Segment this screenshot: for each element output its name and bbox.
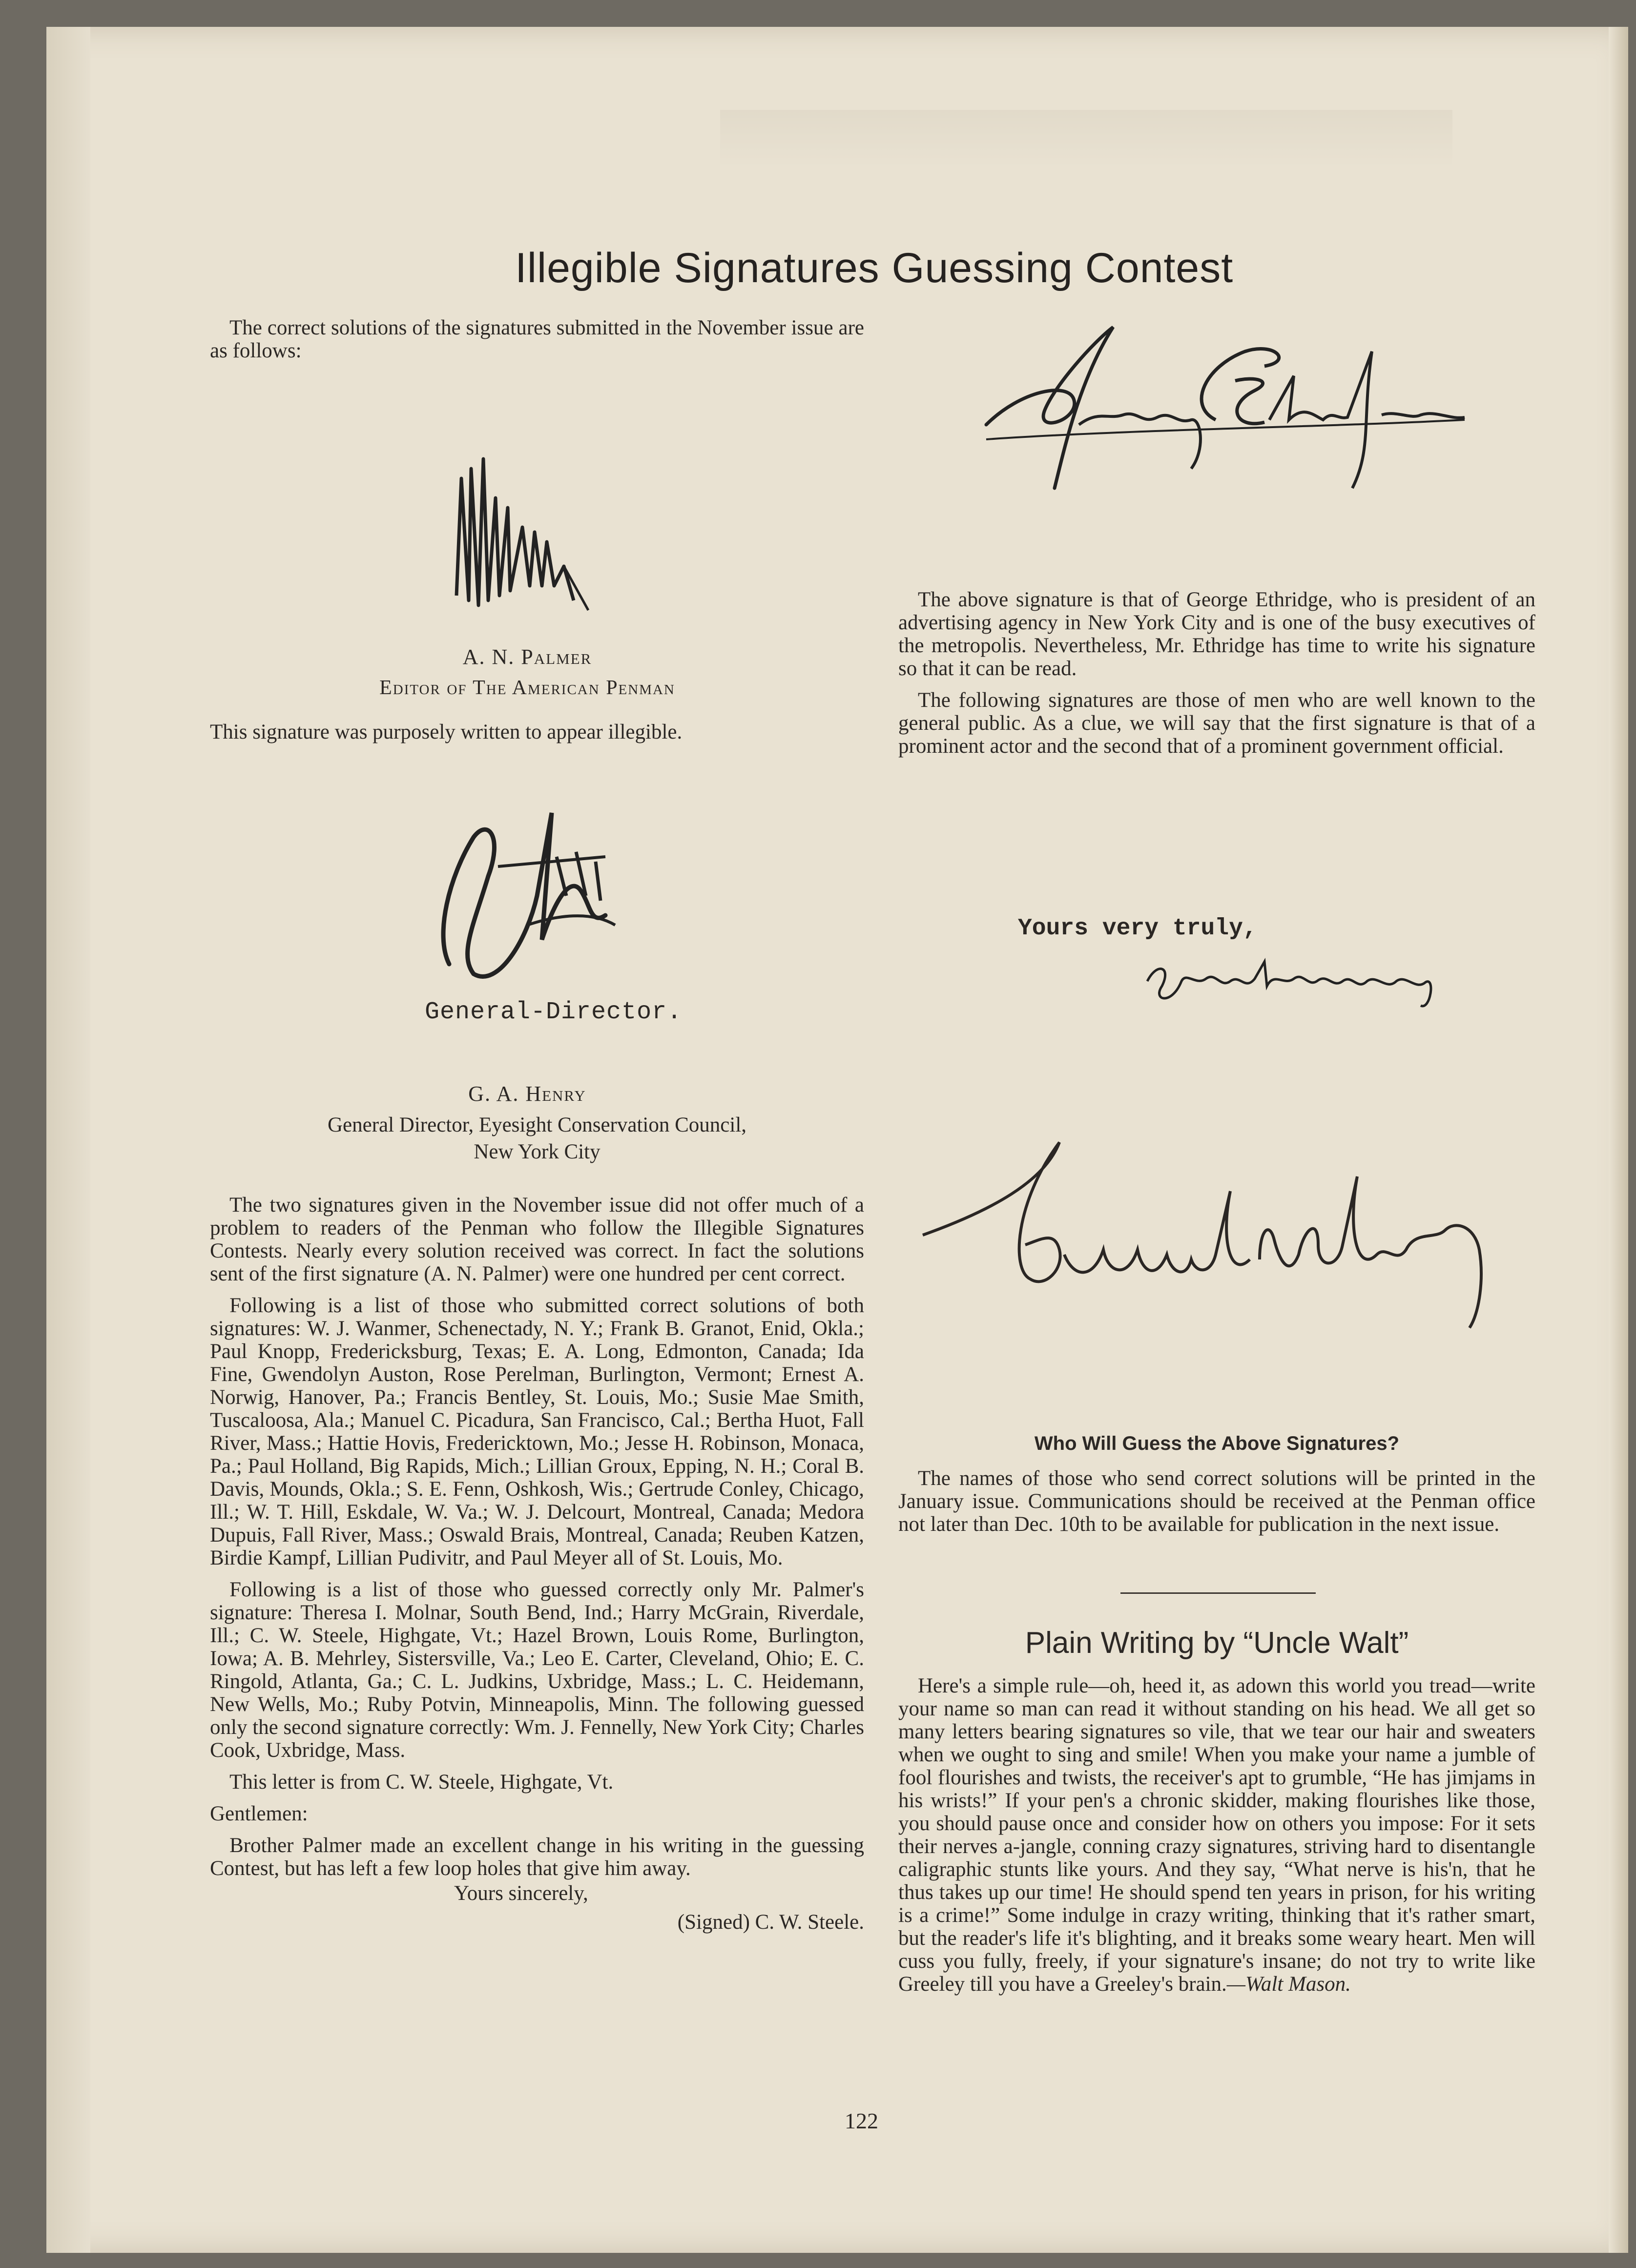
right-body: [898, 588, 1535, 766]
page-number: 122: [845, 2108, 878, 2133]
official-signature: [918, 1133, 1504, 1333]
left-body: [210, 1194, 864, 1942]
henry-signature: [430, 779, 625, 989]
letter-salutation: Gentlemen:: [210, 1802, 308, 1825]
henry-signature-drawing: [430, 779, 625, 989]
page-spine: [46, 27, 90, 2253]
poem-author: —Walt Mason.: [1226, 1973, 1351, 1996]
guess-heading: Who Will Guess the Above Signatures?: [1034, 1433, 1400, 1454]
section-divider: [1120, 1592, 1316, 1594]
yours-truly: Yours very truly,: [1018, 915, 1257, 942]
letter-closing: Yours sincerely,: [454, 1882, 588, 1905]
guess-paragraph: The names of those who send correct solutions will be printed in the January issue. Communications should be received at the Penman office not later than Dec. 10th to be available for publication in the next issue.: [898, 1467, 1535, 1536]
henry-typed-title: General-Director.: [425, 998, 683, 1026]
body-paragraph: This letter is from C. W. Steele, Highgate, Vt.: [229, 1771, 614, 1794]
body-paragraph: The two signatures given in the November issue did not offer much of a problem to readers of the Penman who follow the Illegible Signatures Contests. Nearly every solution received was correct. In fact the solutions sent of the first signature (A. N. Palmer) were one hundred per cent correct.: [210, 1194, 864, 1285]
body-paragraph: Following is a list of those who guessed correctly only Mr. Palmer's signature: Theresa I. Molnar, South Bend, Ind.; Harry McGrain, Riverdale, Ill.; C. W. Steele, Highgate, Vt.; Hazel Brown, Louis Rome, Burlington, Iowa; A. B. Mehrley, Sistersville, Va.; Leo E. Carter, Cleveland, Ohio; E. C. Ringold, Atlanta, Ga.; C. L. Judkins, Uxbridge, Mass.; L. C. Heidemann, New Wells, Mo.; Ruby Potvin, Minneapolis, Minn. The following guessed only the second signature correctly: Wm. J. Fennelly, New York City; Charles Cook, Uxbridge, Mass.: [210, 1578, 864, 1762]
poem-title: Plain Writing by “Uncle Walt”: [1025, 1626, 1409, 1660]
henry-name: [356, 1081, 698, 1106]
palmer-name: [356, 644, 698, 669]
letter-signed: (Signed) C. W. Steele.: [677, 1911, 864, 1934]
ethridge-signature-drawing: [981, 322, 1470, 508]
henry-name-text: G. A. Henry: [468, 1082, 586, 1106]
ethridge-signature: [981, 322, 1470, 508]
body-paragraph: The above signature is that of George Ethridge, who is president of an advertising agency in New York City and is one of the busy executives of the metropolis. Nevertheless, Mr. Ethridge has time to write his signature so that it can be read.: [898, 588, 1535, 680]
palmer-note: This signature was purposely written to appear illegible.: [210, 721, 683, 743]
body-paragraph: The following signatures are those of men who are well known to the general public. As a clue, we will say that the first signature is that of a prominent actor and the second that of a prominent government official.: [898, 689, 1535, 758]
actor-signature: [1142, 952, 1440, 1015]
palmer-caption: Editor of The American Penman: [379, 677, 675, 699]
guess-text: [898, 1467, 1535, 1545]
palmer-signature: [442, 439, 608, 630]
poem-text: [898, 1674, 1535, 1996]
page-edge: [1609, 27, 1628, 2253]
page-title: Illegible Signatures Guessing Contest: [515, 245, 1234, 291]
intro-text: [210, 316, 864, 362]
poem-body: Here's a simple rule—oh, heed it, as adown this world you tread—write your name so man can read it without standing on his head. We all get so many letters bearing signatures so vile, that we tear our hair and sweaters when we ought to sing and smile! When you make your name a jumble of fool flourishes and twists, the receiver's apt to grumble, “He has jimjams in his wrists!” If your pen's a chronic skidder, making flourishes like those, you should pause once and consider how on others you impose: For it sets their nerves a-jangle, conning crazy signatures, striving hard to disentangle caligraphic stunts like yours. And they say, “What nerve is his'n, that he thus takes up our time! He should spend ten years in prison, for his writing is a crime!” Some indulge in crazy writing, thinking that it's rather smart, but the reader's life it's blighting, and it breaks some weary heart. Men will cuss you fully, freely, if your signature's insane; do not try to write like Greeley till you have a Greeley's brain.: [898, 1674, 1535, 1996]
body-paragraph: Following is a list of those who submitted correct solutions of both signatures: W. J. Wanmer, Schenectady, N. Y.; Frank B. Granot, Enid, Okla.; Paul Knopp, Fredericksburg, Texas; E. A. Long, Edmonton, Canada; Ida Fine, Gwendolyn Auston, Rose Perelman, Burlington, Vermont; Ernest A. Norwig, Hanover, Pa.; Francis Bentley, St. Louis, Mo.; Susie Mae Smith, Tuscaloosa, Ala.; Manuel C. Picadura, San Francisco, Cal.; Bertha Huot, Fall River, Mass.; Hattie Hovis, Fredericktown, Mo.; Jesse H. Robinson, Monaca, Pa.; Paul Holland, Big Rapids, Mich.; Lillian Groux, Epping, N. H.; Coral B. Davis, Mounds, Okla.; S. E. Fenn, Oshkosh, Wis.; Gertrude Conley, Chicago, Ill.; W. T. Hill, Eskdale, W. Va.; W. J. Delcourt, Montreal, Canada; Medora Dupuis, Fall River, Mass.; Oswald Brais, Montreal, Canada; Reuben Katzen, Birdie Kampf, Lillian Pudivitr, and Paul Meyer all of St. Louis, Mo.: [210, 1294, 864, 1569]
actor-signature-drawing: [1142, 952, 1440, 1015]
henry-caption-2: New York City: [474, 1140, 601, 1163]
henry-caption-1: General Director, Eyesight Conservation Council,: [327, 1113, 747, 1136]
official-signature-drawing: [918, 1133, 1504, 1333]
letter-body: Brother Palmer made an excellent change in his writing in the guessing Contest, but has left a few loop holes that give him away.: [210, 1834, 864, 1880]
intro-paragraph: The correct solutions of the signatures submitted in the November issue are as follows:: [210, 316, 864, 362]
palmer-name-text: A. N. Palmer: [462, 645, 592, 669]
poem-paragraph: [898, 1674, 1535, 1996]
palmer-signature-drawing: [442, 439, 608, 630]
show-through-text: [720, 110, 1452, 168]
